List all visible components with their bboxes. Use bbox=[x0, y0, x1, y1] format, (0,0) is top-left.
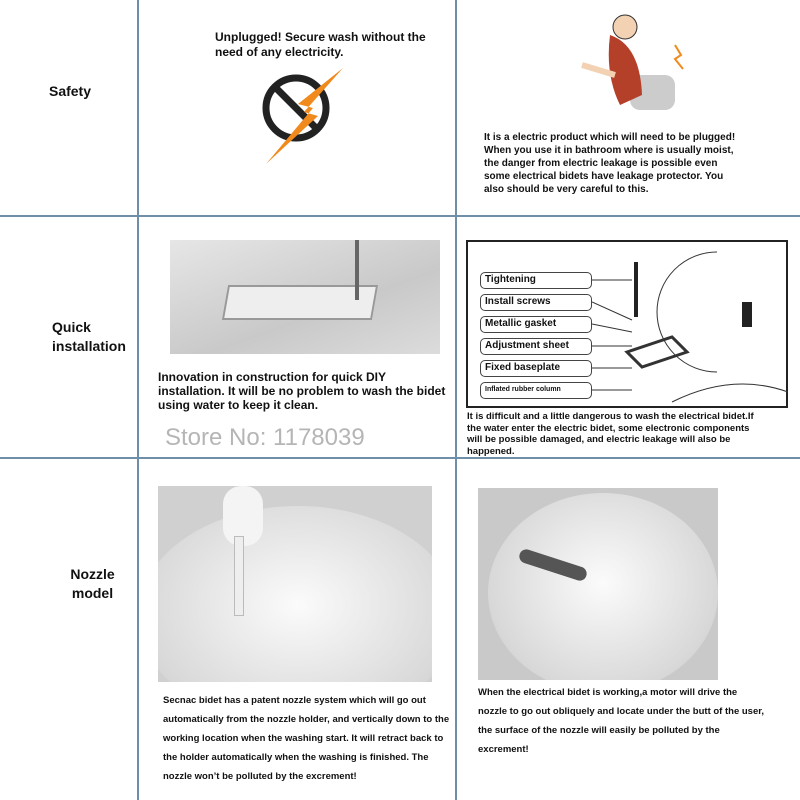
electric-shock-illustration bbox=[580, 5, 690, 123]
secnac-nozzle-photo bbox=[158, 486, 432, 682]
row-divider-1 bbox=[0, 215, 800, 217]
electric-nozzle-photo bbox=[478, 488, 718, 680]
safety-right-text: It is a electric product which will need to be plugged! When you use it in bathroom where is usually moist, the danger from electric leakage is possible even some electrical bidets have leakage protector. You also should be very careful to this. bbox=[484, 132, 736, 195]
store-watermark: Store No: 1178039 bbox=[165, 424, 365, 451]
row-divider-2 bbox=[0, 457, 800, 459]
diagram-label-metallic-gasket: Metallic gasket bbox=[480, 316, 592, 333]
installation-photo bbox=[170, 240, 440, 354]
nozzle-right-text: When the electrical bidet is working,a motor will drive the nozzle to go out obliquely and locate under the butt of the user, the surface of the nozzle will easily be polluted by the excrement! bbox=[478, 687, 765, 755]
row-label-quick-installation: Quick installation bbox=[52, 319, 126, 354]
nozzle-left-text: Secnac bidet has a patent nozzle system which will go out automatically from the nozzle holder, and vertically down to the working location when the washing start. It will retract back to the holder automatically when the washing is finished. The nozzle won’t be polluted by the excrement! bbox=[163, 695, 450, 782]
safety-left-text: Unplugged! Secure wash without the need of any electricity. bbox=[215, 30, 426, 59]
row-label-safety: Safety bbox=[48, 83, 92, 99]
installation-right-text: It is difficult and a little dangerous to wash the electrical bidet.If the water enter the electric bidet, some electronic components will be possible damaged, and electric leakage will also be happened. bbox=[467, 411, 754, 457]
diagram-label-fixed-baseplate: Fixed baseplate bbox=[480, 360, 592, 377]
diagram-label-tightening: Tightening bbox=[480, 272, 592, 289]
no-electricity-icon bbox=[258, 66, 348, 166]
diagram-label-inflated-rubber-column: Inflated rubber column bbox=[480, 382, 592, 399]
diagram-label-adjustment-sheet: Adjustment sheet bbox=[480, 338, 592, 355]
row-label-nozzle-model: Nozzle model bbox=[70, 566, 115, 601]
column-divider-1 bbox=[137, 0, 139, 800]
column-divider-2 bbox=[455, 0, 457, 800]
installation-diagram bbox=[466, 240, 788, 408]
diagram-label-install-screws: Install screws bbox=[480, 294, 592, 311]
installation-left-text: Innovation in construction for quick DIY installation. It will be no problem to wash the bidet using water to keep it clean. bbox=[158, 370, 446, 412]
